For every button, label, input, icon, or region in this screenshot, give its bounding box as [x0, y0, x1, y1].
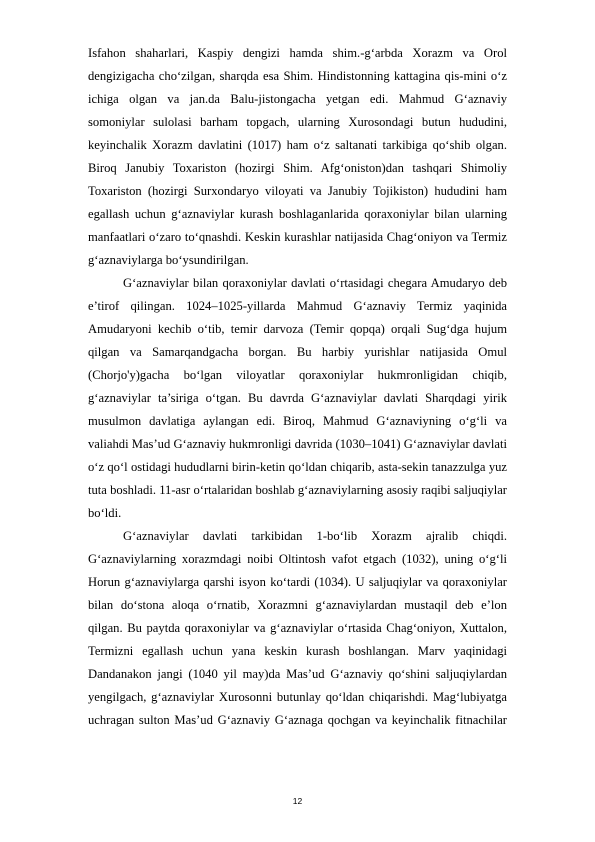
text-line: g‘aznaviylar ta’siriga o‘tgan. Bu davrda G‘aznaviylar davlati Sharqdagi yirik — [88, 391, 507, 405]
text-line: Horun g‘aznaviylarga qarshi isyon ko‘tardi (1034). U saljuqiylar va qoraxoniylar — [88, 575, 507, 589]
text-line: g‘aznaviylarga bo‘ysundirilgan. — [88, 253, 249, 267]
text-line: egallash uchun g‘aznaviylar kurash boshlaganlarida qoraxoniylar bilan ularning — [88, 207, 507, 221]
text-line: Amudaryoni kechib o‘tib, temir darvoza (Temir qopqa) orqali Sug‘dga hujum — [88, 322, 507, 336]
text-line: o‘z qo‘l ostidagi hududlarni birin-ketin qo‘ldan chiqarib, asta-sekin tanazzulga yuz — [88, 460, 507, 474]
text-line: (Chorjo'y)gacha bo‘lgan viloyatlar qoraxoniylar hukmronligidan chiqib, — [88, 368, 507, 382]
text-line: qilgan va Samarqandgacha borgan. Bu harbiy yurishlar natijasida Omul — [88, 345, 507, 359]
text-line: qilgan. Bu paytda qoraxoniylar va g‘aznaviylar o‘rtasida Chag‘oniyon, Xuttalon, — [88, 621, 507, 635]
text-line: ichiga olgan va jan.da Balu-jistongacha yetgan edi. Mahmud G‘aznaviy — [88, 92, 507, 106]
page-number: 12 — [292, 796, 303, 806]
text-line: bilan do‘stona aloqa o‘rnatib, Xorazmni g‘aznaviylardan mustaqil deb e’lon — [88, 598, 507, 612]
text-line: valiahdi Mas’ud G‘aznaviy hukmronligi davrida (1030–1041) G‘aznaviylar davlati — [88, 437, 507, 451]
text-line: tuta boshladi. 11-asr o‘rtalaridan boshlab g‘aznaviylarning asosiy raqibi saljuqiylar — [88, 483, 507, 497]
text-line: manfaatlari o‘zaro to‘qnashdi. Keskin kurashlar natijasida Chag‘oniyon va Termiz — [88, 230, 507, 244]
text-line: somoniylar sulolasi barham topgach, ularning Xurosondagi butun hududini, — [88, 115, 507, 129]
text-line: e’tirof qilingan. 1024–1025-yillarda Mahmud G‘aznaviy Termiz yaqinida — [88, 299, 507, 313]
text-line: Dandanakon jangi (1040 yil may)da Mas’ud G‘aznaviy qo‘shini saljuqiylardan — [88, 667, 507, 681]
text-line: bo‘ldi. — [88, 506, 122, 520]
text-line: uchragan sulton Mas’ud G‘aznaviy G‘aznaga qochgan va keyinchalik fitnachilar — [88, 713, 507, 727]
text-line: musulmon davlatiga aylangan edi. Biroq, Mahmud G‘aznaviyning o‘g‘li va — [88, 414, 507, 428]
text-line: keyinchalik Xorazm davlatini (1017) ham o‘z saltanati tarkibiga qo‘shib olgan. — [88, 138, 507, 152]
text-line: yengilgach, g‘aznaviylar Xurosonni butunlay qo‘ldan chiqarishdi. Mag‘lubiyatga — [88, 690, 507, 704]
text-line: G‘aznaviylar bilan qoraxoniylar davlati o‘rtasidagi chegara Amudaryo deb — [123, 276, 507, 290]
text-line: Isfahon shaharlari, Kaspiy dengizi hamda shim.-g‘arbda Xorazm va Orol — [88, 46, 507, 60]
text-line: G‘aznaviylarning xorazmdagi noibi Oltintosh vafot etgach (1032), uning o‘g‘li — [88, 552, 507, 566]
text-line: Termizni egallash uchun yana keskin kurash boshlangan. Marv yaqinidagi — [88, 644, 507, 658]
text-line: dengizigacha cho‘zilgan, sharqda esa Shim. Hindistonning kattagina qis-mini o‘z — [88, 69, 507, 83]
text-line: Biroq Janubiy Toxariston (hozirgi Shim. Afg‘oniston)dan tashqari Shimoliy — [88, 161, 507, 175]
text-line: Toxariston (hozirgi Surxondaryo viloyati va Janubiy Tojikiston) hududini ham — [88, 184, 507, 198]
text-line: G‘aznaviylar davlati tarkibidan 1-bo‘lib Xorazm ajralib chiqdi. — [123, 529, 507, 543]
